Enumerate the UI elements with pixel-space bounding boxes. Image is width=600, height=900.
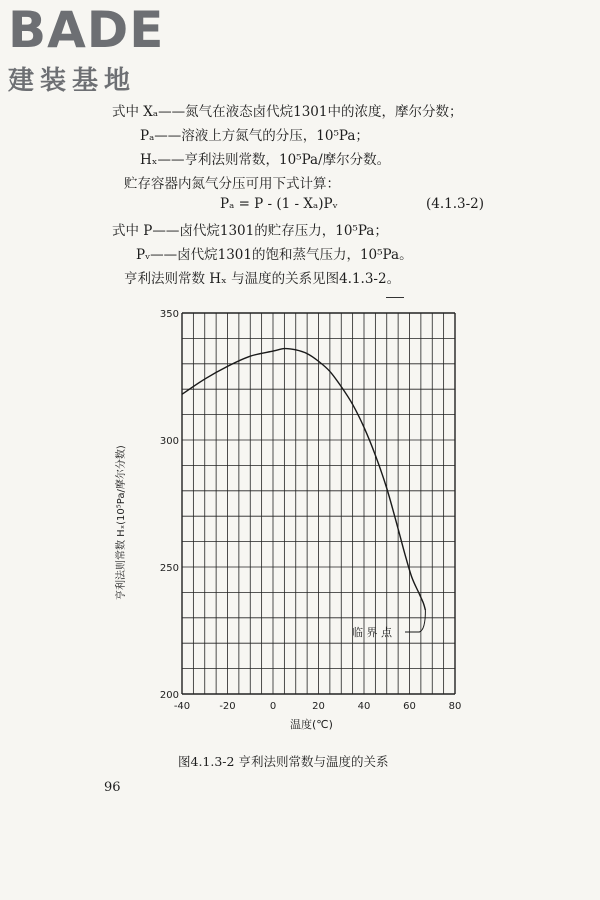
x-tick-label: 0 [269, 701, 277, 712]
x-tick-label: -20 [219, 701, 236, 712]
formula: Pₐ = P - (1 - Xₐ)Pᵥ [220, 196, 338, 212]
x-tick-label: 80 [448, 701, 462, 712]
text-line-4: 贮存容器内氮气分压可用下式计算： [124, 176, 340, 192]
text-line-2: Pₐ——溶液上方氮气的分压，10⁵Pa； [140, 128, 369, 144]
chart-caption: 图4.1.3-2 亨利法则常数与温度的关系 [178, 754, 389, 769]
text-line-1: 式中 Xₐ——氮气在液态卤代烷1301中的浓度，摩尔分数； [112, 104, 463, 120]
formula-number: (4.1.3-2) [426, 196, 485, 212]
logo-subtext: 建装基地 [8, 66, 137, 96]
text-line-7: Pᵥ——卤代烷1301的饱和蒸气压力，10⁵Pa。 [136, 247, 413, 263]
y-axis-label: 亨利法则常数 Hₓ(10⁵Pa/摩尔分数) [116, 445, 127, 600]
x-tick-label: 40 [357, 701, 371, 712]
logo-text: BADE [8, 1, 165, 59]
x-tick-label: 20 [312, 701, 325, 712]
x-tick-label: -40 [173, 701, 191, 712]
critical-point-leader [405, 610, 425, 632]
y-tick-label: 300 [159, 436, 179, 447]
page-number: 96 [104, 780, 121, 795]
critical-point-label: 临 界 点 [352, 626, 392, 639]
y-tick-label: 250 [159, 563, 179, 574]
x-axis-label: 温度(℃) [290, 718, 333, 731]
y-tick-label: 200 [159, 690, 179, 701]
y-tick-label: 350 [159, 309, 179, 320]
text-line-3: Hₓ——亨利法则常数，10⁵Pa/摩尔分数。 [140, 152, 391, 168]
x-tick-label: 60 [403, 701, 416, 712]
chart-grid [182, 313, 455, 694]
text-line-8: 亨利法则常数 Hₓ 与温度的关系见图4.1.3-2。 [124, 271, 401, 287]
text-line-6: 式中 P——卤代烷1301的贮存压力，10⁵Pa； [112, 223, 388, 239]
series-line-hx [182, 349, 425, 611]
